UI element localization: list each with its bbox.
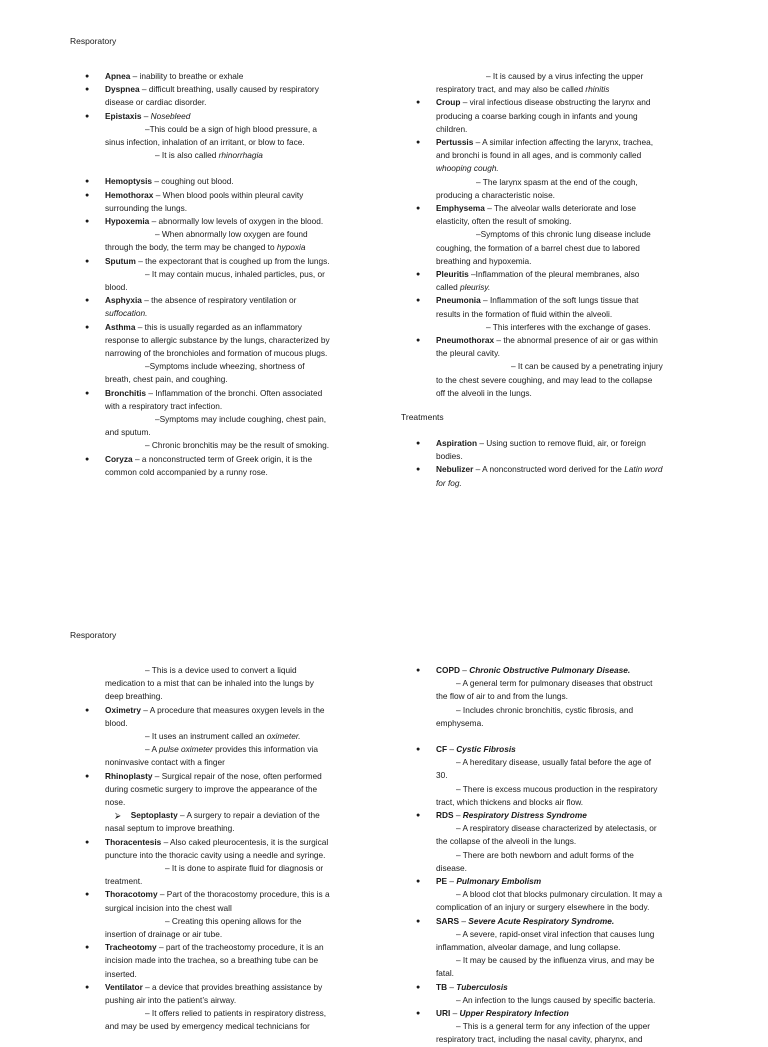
page2-left-column [70, 664, 332, 1034]
expanded-term: Tuberculosis [456, 981, 508, 992]
list-item [70, 704, 332, 730]
term: Pneumonia [436, 295, 481, 306]
treatments-title: Treatments [401, 412, 444, 422]
italic-text: Latin word for fog. [436, 464, 663, 488]
list-item [70, 836, 332, 862]
definition-text: – [453, 810, 463, 821]
list-item-detail [70, 123, 332, 149]
definition-text: – This interferes with the exchange of gases. [486, 321, 651, 332]
definition-text: – A general term for pulmonary diseases that obstruct the flow of air to and from the lungs. [436, 678, 653, 702]
list-item-detail [401, 228, 663, 268]
definition-text: –Symptoms of this chronic lung disease include coughing, the formation of a barrel chest due to labored breathing and hypoxemia. [436, 229, 651, 266]
page1-right-column [401, 70, 663, 400]
list-item [401, 981, 663, 994]
definition-text: – difficult breathing, usally caused by respiratory disease or cardiac disorder. [105, 84, 319, 108]
definition-text: – When abnormally low oxygen are found through the body, the term may be changed to [105, 229, 308, 253]
definition-text: – There is excess mucous production in the respiratory tract, which thickens and blocks air flow. [436, 783, 658, 807]
list-item-detail [70, 413, 332, 439]
definition-text: – [141, 110, 151, 121]
expanded-term: Cystic Fibrosis [456, 744, 516, 755]
definition-text: – the abnormal presence of air or gas within the pleural cavity. [436, 335, 658, 359]
definition-text: – Using suction to remove fluid, air, or foreign bodies. [436, 438, 646, 462]
definition-text: – Part of the thoracostomy procedure, this is a surgical incision into the chest wall [105, 889, 330, 913]
term: Pneumothorax [436, 335, 495, 346]
list-item [401, 875, 663, 888]
list-item [401, 294, 663, 320]
spacer [401, 730, 663, 743]
list-item [401, 437, 663, 463]
definition-text: –This could be a sign of high blood pressure, a sinus infection, inhalation of an irritant, or blow to face. [105, 123, 318, 148]
list-item [401, 136, 663, 176]
list-item [401, 743, 663, 756]
list-item-detail [401, 756, 663, 782]
definition-text: – It is also called [155, 150, 219, 161]
list-item [401, 463, 663, 489]
definition-text: – The larynx spasm at the end of the cough, producing a characteristic noise. [436, 176, 638, 200]
list-item-detail [70, 228, 332, 254]
list-item [401, 809, 663, 822]
expanded-term: Upper Respiratory Infection [459, 1008, 569, 1019]
term: Septoplasty [130, 810, 178, 821]
list-item-detail [401, 928, 663, 954]
term: Aspiration [436, 438, 478, 448]
sub-list-item [70, 809, 332, 835]
term: Thoracotomy [105, 889, 158, 900]
treatments-list [401, 437, 663, 490]
list-item [401, 202, 663, 228]
term: Dyspnea [105, 84, 140, 95]
term: COPD [436, 665, 460, 675]
definition-text: – A severe, rapid-onset viral infection that causes lung inflammation, alveolar damage, and lung collapse. [436, 928, 655, 953]
definition-text: – When blood pools within pleural cavity surrounding the lungs. [105, 189, 304, 213]
list-item-detail [401, 677, 663, 703]
term: SARS [436, 915, 460, 926]
definition-text: – [447, 744, 457, 755]
list-item [70, 70, 332, 83]
term: Bronchitis [105, 387, 147, 398]
list-item [70, 387, 332, 413]
term: Pertussis [436, 137, 474, 148]
term: Croup [436, 97, 461, 108]
expanded-term: Respiratory Distress Syndrome [462, 810, 587, 821]
definition-text: –Symptoms may include coughing, chest pain, and sputum. [105, 414, 327, 438]
list-item [70, 189, 332, 215]
list-item [401, 664, 663, 677]
list-item-detail [70, 915, 332, 941]
definition-text: – a device that provides breathing assistance by pushing air into the patient’s airway. [105, 981, 323, 1006]
list-item [401, 334, 663, 360]
expanded-term: Severe Acute Respiratory Syndrome. [468, 915, 615, 926]
list-item [70, 981, 332, 1007]
definition-text: – A blood clot that blocks pulmonary circulation. It may a complication of an injury or surgery elsewhere in the body. [436, 889, 663, 913]
definition-text: –Symptoms include wheezing, shortness of breath, chest pain, and coughing. [105, 361, 305, 385]
definition-text: – The alveolar walls deteriorate and lose elasticity, often the result of smoking. [436, 203, 637, 227]
term: Asthma [105, 321, 136, 332]
list-item-detail [401, 954, 663, 980]
definition-text: – [459, 665, 470, 675]
list-item-detail [70, 743, 332, 769]
list-item-detail [401, 176, 663, 202]
definition-text: – Also caked pleurocentesis, it is the surgical puncture into the thoracic cavity using a needle and syringe. [105, 836, 329, 860]
term: Rhinoplasty [105, 770, 153, 781]
term: Hemothorax [105, 189, 154, 200]
term: Oximetry [105, 704, 141, 715]
definition-text: – There are both newborn and adult forms of the disease. [436, 849, 634, 873]
list-item-detail [401, 704, 663, 730]
definition-text: – It offers relied to patients in respiratory distress, and may be used by emergency medical technicians for [105, 1008, 327, 1032]
definition-text: – this is usually regarded as an inflammatory response to allergic substance by the lungs, characterized by narrowing of the bronchioles and formation of mucous plugs. [105, 321, 330, 359]
term: Tracheotomy [105, 942, 157, 953]
definition-text: – viral infectious disease obstructing the larynx and producing a coarse barking cough in infants and young children. [436, 97, 651, 134]
list-item-detail [70, 149, 332, 162]
definition-text: – A procedure that measures oxygen levels in the blood. [105, 704, 325, 728]
italic-text: pulse oximeter [158, 744, 213, 755]
definition-text: – inability to breathe or exhale [130, 71, 244, 81]
definition-text: – the expectorant that is coughed up from the lungs. [135, 255, 330, 266]
italic-text: whooping cough. [436, 163, 499, 174]
list-item-detail [70, 1007, 332, 1033]
definition-text: – part of the tracheostomy procedure, it is an incision made into the trachea, so a breathing tube can be inserted. [105, 942, 324, 979]
definition-text: – Chronic bronchitis may be the result of smoking. [145, 440, 329, 451]
list-item [70, 888, 332, 914]
list-item-detail [401, 888, 663, 914]
list-item [70, 770, 332, 810]
definition-text: – the absence of respiratory ventilation or [141, 295, 297, 306]
list-item-detail [401, 994, 663, 1007]
definition-text: – Inflammation of the soft lungs tissue that results in the formation of fluid within the alveoli. [436, 295, 639, 319]
definition-text: – [447, 876, 457, 887]
list-item [70, 294, 332, 320]
page2-heading: Resporatory [70, 630, 117, 640]
definition-text: – [459, 915, 469, 926]
list-item [70, 110, 332, 123]
italic-text: pleurisy. [459, 282, 491, 293]
term: RDS [436, 810, 454, 821]
list-item-detail [70, 360, 332, 386]
definition-text: – Includes chronic bronchitis, cystic fibrosis, and emphysema. [436, 704, 634, 728]
expanded-term: Pulmonary Embolism [456, 876, 542, 887]
list-item [70, 215, 332, 228]
definition-text: – It can be caused by a penetrating injury to the chest severe coughing, and may lead to the collapse off the alveoli in the lungs. [436, 361, 663, 398]
term: Ventilator [105, 981, 143, 992]
definition-text: – abnormally low levels of oxygen in the blood. [149, 216, 324, 227]
term: Sputum [105, 255, 136, 266]
term: Asphyxia [105, 295, 142, 306]
definition-text: – coughing out blood. [152, 176, 234, 187]
definition-text: – Inflammation of the bronchi. Often associated with a respiratory tract infection. [105, 387, 323, 411]
list-item [70, 453, 332, 479]
list-item-detail [401, 1020, 663, 1046]
list-item [70, 941, 332, 981]
definition-text: – a nonconstructed term of Greek origin, it is the common cold accompanied by a runny rose. [105, 453, 313, 477]
list-item [401, 915, 663, 928]
term: Coryza [105, 453, 133, 464]
italic-text: Nosebleed [150, 110, 191, 121]
definition-text: – An infection to the lungs caused by specific bacteria. [456, 994, 656, 1005]
spacer [70, 162, 332, 175]
list-item-detail [401, 321, 663, 334]
list-item-detail [70, 439, 332, 452]
term: Emphysema [436, 203, 485, 214]
list-item-detail [70, 730, 332, 743]
italic-text: hypoxia [276, 242, 306, 253]
definition-text: – A similar infection affecting the larynx, trachea, and bronchi is found in all ages, and is commonly called [436, 137, 654, 161]
expanded-term: Chronic Obstructive Pulmonary Disease. [469, 665, 631, 675]
term: Pleuritis [436, 269, 469, 280]
italic-text: rhinitis [585, 84, 610, 95]
list-item-detail [401, 849, 663, 875]
definition-text: – It is caused by a virus infecting the upper respiratory tract, and may also be called [436, 71, 644, 95]
page2-right-column [401, 664, 663, 1047]
term: Thoracentesis [105, 836, 162, 847]
definition-text: – [447, 981, 457, 992]
page1-left-column [70, 70, 332, 479]
page1-heading: Resporatory [70, 36, 117, 46]
term: TB [436, 981, 448, 992]
term: Nebulizer [436, 464, 474, 475]
list-item-detail [401, 360, 663, 400]
definition-text: – A respiratory disease characterized by atelectasis, or the collapse of the alveoli in the lungs. [436, 823, 657, 847]
definition-text: – A [145, 744, 159, 755]
list-item-detail [401, 783, 663, 809]
term: CF [436, 744, 448, 755]
definition-text: – It may be caused by the influenza virus, and may be fatal. [436, 955, 655, 979]
term: Hypoxemia [105, 216, 150, 227]
italic-text: rhinorrhagia [218, 150, 263, 161]
definition-text: – A hereditary disease, usually fatal before the age of 30. [436, 757, 652, 781]
definition-text: – This is a device used to convert a liquid medication to a mist that can be inhaled into the lungs by deep breathing. [105, 665, 314, 702]
definition-text: – It is done to aspirate fluid for diagnosis or treatment. [105, 863, 324, 887]
list-item [70, 321, 332, 361]
italic-text: suffocation. [105, 308, 148, 319]
term: Epistaxis [105, 110, 142, 121]
arrow-bullet-icon: ⮚ [115, 811, 121, 821]
list-item-detail [401, 70, 663, 96]
definition-text: –Inflammation of the pleural membranes, also called [436, 269, 640, 293]
definition-text: – [450, 1008, 460, 1019]
list-item [70, 175, 332, 188]
list-item [70, 83, 332, 109]
term: PE [436, 876, 448, 887]
definition-text: – It may contain mucus, inhaled particles, pus, or blood. [105, 268, 325, 293]
definition-text: – A surgery to repair a deviation of the nasal septum to improve breathing. [105, 810, 320, 834]
term: Apnea [105, 71, 131, 81]
definition-text: – This is a general term for any infection of the upper respiratory tract, including the nasal cavity, pharynx, and [436, 1021, 651, 1045]
definition-text: – Creating this opening allows for the insertion of drainage or air tube. [105, 915, 302, 940]
term: URI [436, 1008, 451, 1019]
italic-text: oximeter. [266, 731, 301, 742]
list-item-detail [70, 268, 332, 294]
definition-text: provides this information via noninvasive contact with a finger [105, 744, 318, 768]
list-item [70, 255, 332, 268]
list-item [401, 96, 663, 136]
definition-text: – A nonconstructed word derived for the [473, 464, 625, 475]
list-item-detail [70, 664, 332, 704]
list-item-detail [70, 862, 332, 888]
list-item [401, 1007, 663, 1020]
term: Hemoptysis [105, 176, 153, 187]
list-item-detail [401, 822, 663, 848]
definition-text: – Surgical repair of the nose, often performed during cosmetic surgery to improve the appearance of the nose. [105, 770, 322, 808]
list-item [401, 268, 663, 294]
definition-text: – It uses an instrument called an [145, 731, 267, 742]
